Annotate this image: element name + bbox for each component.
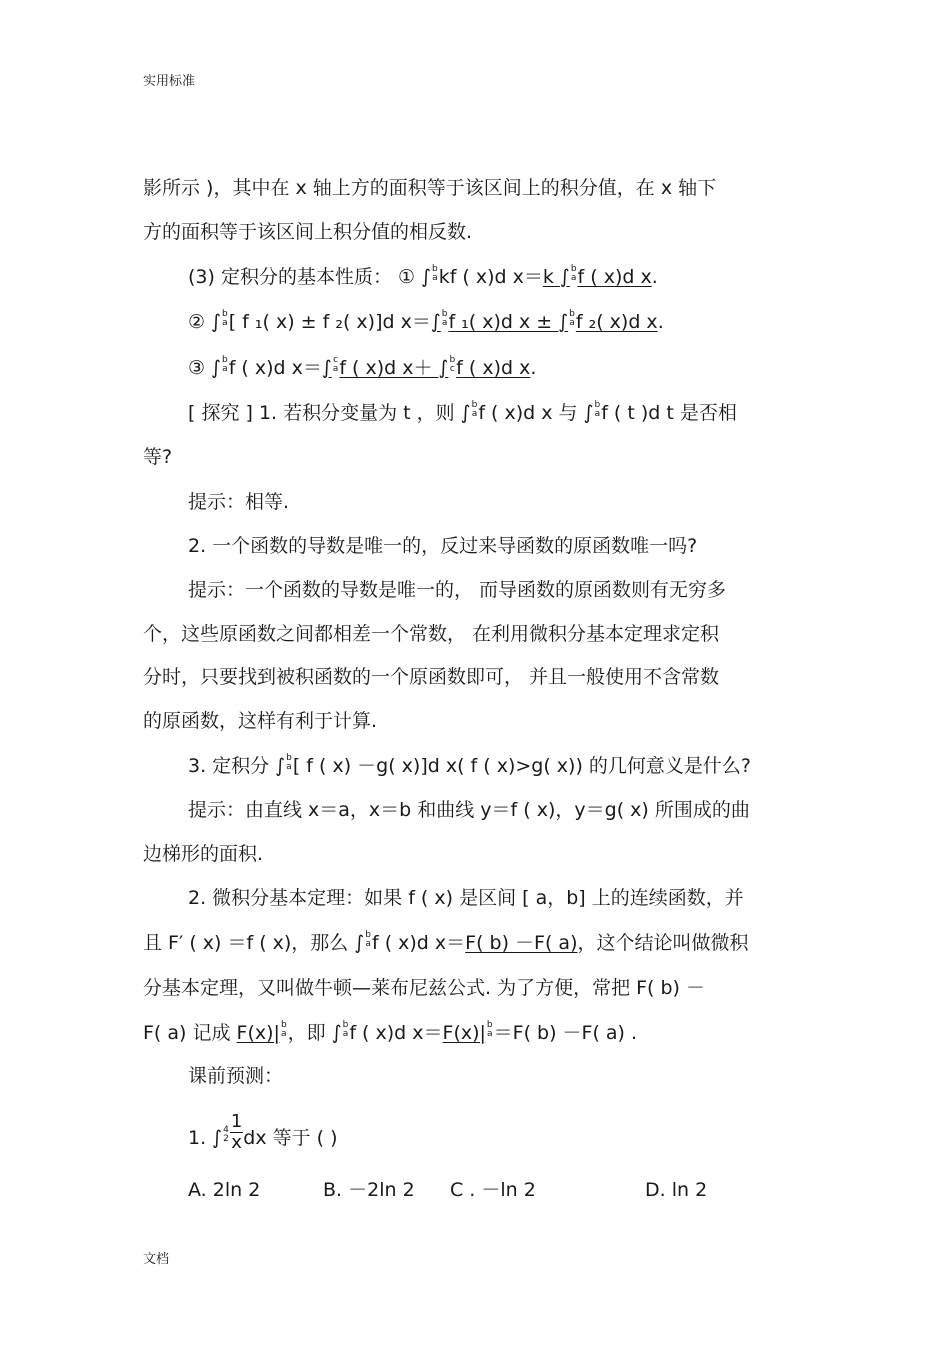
fraction-1-over-x: $\frac{1}{x}$ [230,1111,243,1153]
answer-blank-4: F( b) －F( a) [465,932,578,954]
hint-2-line-2: 个，这些原函数之间都相差一个常数， 在利用微积分基本定理求定积 [143,623,720,645]
hint-2-line-4: 的原函数，这样有利于计算. [143,710,378,732]
explore-question-3: 3. 定积分 ∫ b a [ f ( x) －g( x)]d x( f ( x)>g( x)) 的几何意义是什么? [188,752,751,777]
answer-blank-1: k ∫ b a f ( x)d x [542,263,652,288]
answer-blank-6: F(x)| [442,1022,486,1044]
property-line-1: (3) 定积分的基本性质： ① ∫ b a kf ( x)d x＝k ∫ b a f ( x)d x. [188,263,658,288]
explore-question-1: [ 探究 ] 1. 若积分变量为 t ，则 ∫ b a f ( x)d x 与 ∫ b a f ( t )d t 是否相 [188,399,737,424]
text-line-7: 等? [143,446,173,468]
hint-1: 提示：相等. [188,491,290,513]
integral-limits: b a [431,263,438,283]
theorem-line-4: F( a) 记成 F(x)| b a ，即 ∫ b a f ( x)d x＝F(x)| b a ＝F( b) －F( a) . [143,1019,638,1044]
answer-blank-3: ∫ c a f ( x)d x＋ ∫ b c f ( x)d x [321,354,531,379]
hint-2-line-1: 提示：一个函数的导数是唯一的， 而导函数的原函数则有无穷多 [188,579,727,601]
explore-question-2: 2. 一个函数的导数是唯一的，反过来导函数的原函数唯一吗? [188,535,698,557]
hint-2-line-3: 分时，只要找到被积函数的一个原函数即可， 并且一般使用不含常数 [143,666,720,688]
answer-blank-5: F(x)| [236,1022,280,1044]
hint-3-line-1: 提示：由直线 x＝a，x＝b 和曲线 y＝f ( x)，y＝g( x) 所围成的曲 [188,799,750,821]
text-line-2: 方的面积等于该区间上积分值的相反数. [143,221,473,243]
theorem-line-2: 且 F′ ( x) ＝f ( x)，那么 ∫ b a f ( x)d x＝F( b) －F( a)，这个结论叫做微积 [143,929,749,954]
property-line-3: ③ ∫ b a f ( x)d x＝∫ c a f ( x)d x＋ ∫ b c f ( x)d x. [188,354,537,379]
theorem-line-1: 2. 微积分基本定理：如果 f ( x) 是区间 [ a，b] 上的连续函数，并 [188,887,744,909]
page-header: 实用标准 [143,74,196,89]
property-line-2: ② ∫ b a [ f ₁( x) ± f ₂( x)]d x＝∫ b a f ₁( x)d x ± ∫ b a f ₂( x)d x. [188,308,664,333]
theorem-line-3: 分基本定理，又叫做牛顿—莱布尼兹公式. 为了方便，常把 F( b) － [143,977,706,999]
page-footer: 文档 [143,1252,170,1267]
answer-blank-2: ∫ b a f ₁( x)d x ± ∫ b a f ₂( x)d x [430,308,658,333]
option-c[interactable]: C . －ln 2 [450,1179,536,1201]
exercise-1: 1. ∫ 4 2 $\frac{1}{x}$ dx 等于 ( ) [188,1111,338,1153]
option-a[interactable]: A. 2ln 2 [188,1179,261,1201]
hint-3-line-2: 边梯形的面积. [143,843,264,865]
section-pretest: 课前预测： [188,1065,284,1087]
exercise-1-options [188,1177,707,1203]
text-line-1: 影所示 )，其中在 x 轴上方的面积等于该区间上的积分值，在 x 轴下 [143,177,717,199]
option-d[interactable]: D. ln 2 [645,1179,708,1201]
option-b[interactable]: B. －2ln 2 [323,1179,415,1201]
